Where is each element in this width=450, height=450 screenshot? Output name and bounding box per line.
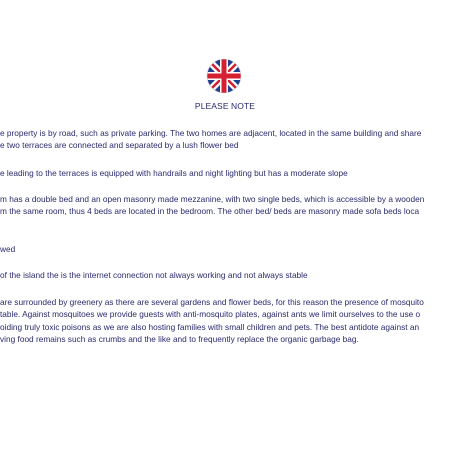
notice-line: ving food remains such as crumbs and the like and to frequently replace the organic garbage bag. bbox=[0, 334, 359, 344]
notice-line: are surrounded by greenery as there are several gardens and flower beds, for this reason the presence of mosquito bbox=[0, 297, 424, 307]
notice-line: m the same room, thus 4 beds are located in the bedroom. The other bed/ beds are masonry made sofa beds loca bbox=[0, 206, 420, 216]
notice-line: e property is by road, such as private parking. The two homes are adjacent, located in the same building and share bbox=[0, 128, 422, 138]
notice-title: PLEASE NOTE bbox=[194, 101, 256, 111]
notice-line: oiding truly toxic poisons as we are also hosting families with small children and pets. The best antidote against an bbox=[0, 322, 420, 332]
notice-line: e leading to the terraces is equipped with handrails and night lighting but has a moderate slope bbox=[0, 168, 348, 178]
notice-line: wed bbox=[0, 244, 16, 254]
notice-line: m has a double bed and an open masonry made mezzanine, with two single beds, which is accessible by a wooden bbox=[0, 194, 425, 204]
notice-line: of the island the is the internet connection not always working and not always stable bbox=[0, 270, 308, 280]
notice-line: table. Against mosquitoes we provide guests with anti-mosquito plates, against ants we limit ourselves to the use o bbox=[0, 309, 421, 319]
notice-line: e two terraces are connected and separated by a lush flower bed bbox=[0, 140, 239, 150]
